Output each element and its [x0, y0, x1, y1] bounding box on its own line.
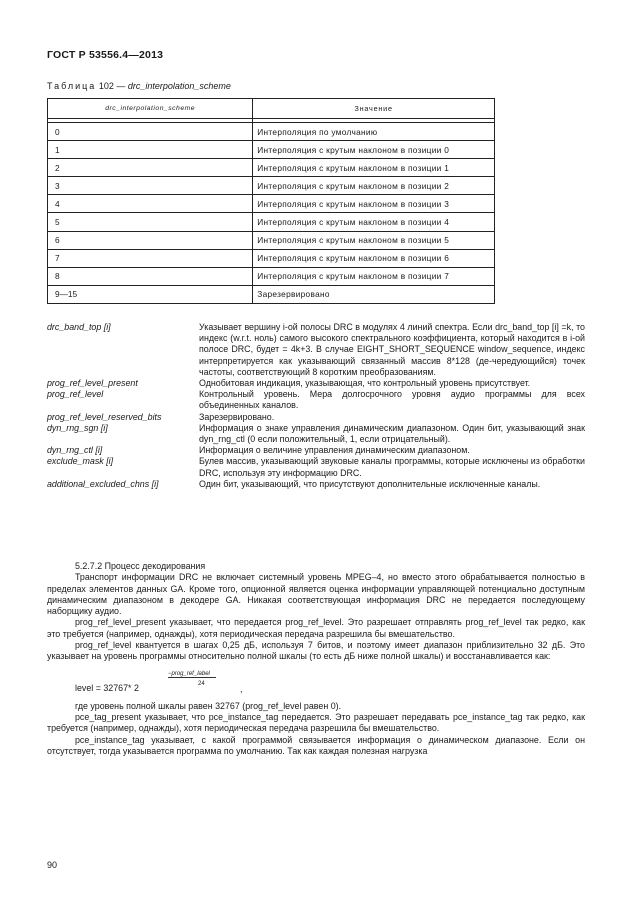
definition-term: exclude_mask [i]	[47, 456, 114, 467]
table-cell: Интерполяция с крутым наклоном в позиции 2	[253, 177, 495, 195]
definition-item	[47, 479, 585, 490]
definition-text: Один бит, указывающий, что присутствуют дополнительные исключенные каналы.	[199, 478, 541, 489]
definition-text: Булев массив, указывающий звуковые каналы программы, которые исключены из обработки DRC, используя эту информацию DRC.	[199, 456, 585, 478]
interpolation-table	[47, 98, 495, 304]
level-formula	[75, 667, 585, 701]
table-cell: 0	[48, 123, 253, 141]
standard-header: ГОСТ Р 53556.4—2013	[47, 49, 164, 61]
paragraph: pce_instance_tag указывает, с какой программой связывается информация о динамическом диапазоне. Если он отсутствует, тогда указывается программа по умолчанию. Так как каждая полезная нагрузка	[47, 734, 585, 756]
definition-text: Зарезервировано.	[199, 411, 275, 422]
table-cell: 6	[48, 231, 253, 249]
table-row	[48, 123, 495, 141]
table-row	[48, 285, 495, 303]
table-header-row	[48, 99, 495, 119]
table-cell: Интерполяция с крутым наклоном в позиции 6	[253, 249, 495, 267]
definition-item	[47, 412, 585, 423]
table-row	[48, 231, 495, 249]
caption-prefix: Таблица	[47, 81, 97, 91]
table-header-scheme: drc_interpolation_scheme	[48, 99, 253, 119]
definition-text: Информация о знаке управления динамическим диапазоном. Один бит, указывающий знак dyn_rng_ctl (0 если положительный, 1, если отрицательный).	[199, 422, 585, 445]
definition-item	[47, 389, 585, 411]
definition-list	[47, 322, 585, 490]
table-row	[48, 213, 495, 231]
caption-name: drc_interpolation_scheme	[127, 81, 231, 91]
definition-term: prog_ref_level_reserved_bits	[47, 411, 162, 422]
table-cell: Зарезервировано	[253, 285, 495, 303]
table-caption	[47, 81, 231, 91]
table-row	[48, 141, 495, 159]
definition-item	[47, 378, 585, 389]
definition-text: Информация о величине управления динамическим диапазоном.	[199, 445, 470, 456]
definition-term: prog_ref_level	[47, 389, 104, 400]
table-cell: Интерполяция с крутым наклоном в позиции 5	[253, 231, 495, 249]
definition-term: dyn_rng_ctl [i]	[47, 445, 103, 456]
definition-term: additional_excluded_chns [i]	[47, 478, 159, 489]
caption-number: 102 —	[98, 81, 126, 91]
table-cell: Интерполяция с крутым наклоном в позиции 7	[253, 267, 495, 285]
section-body	[47, 561, 585, 757]
table-row	[48, 159, 495, 177]
definition-item	[47, 322, 585, 378]
table-row	[48, 249, 495, 267]
table-header-value: Значение	[253, 99, 495, 119]
table-cell: 1	[48, 141, 253, 159]
definition-term: prog_ref_level_present	[47, 378, 138, 389]
table-cell: 5	[48, 213, 253, 231]
formula-lhs: level = 32767* 2	[75, 682, 139, 693]
definition-item	[47, 445, 585, 456]
table-cell: 4	[48, 195, 253, 213]
definition-term: drc_band_top [i]	[47, 322, 111, 332]
paragraph: где уровень полной шкалы равен 32767 (prog_ref_level равен 0).	[75, 700, 342, 711]
definition-text: Контрольный уровень. Мера долгосрочного уровня аудио программы для всех объединенных каналов.	[199, 389, 585, 411]
paragraph: prog_ref_level квантуется в шагах 0,25 дБ, используя 7 битов, и поэтому имеет диапазон приблизительно 32 дБ. Это указывает на уровень программы относительно полной шкалы (то есть дБ ниже полной шкалы) и восстанавливается как:	[47, 640, 585, 662]
table-cell: 9—15	[48, 285, 253, 303]
paragraph: Транспорт информации DRC не включает системный уровень MPEG–4, но вместо этого обрабатывается полностью в пределах элементов данных GA. Кроме того, опционной является оценка информации управляющей потенциально доступным динамическим диапазоном в декодере GA. Никакая соответствующая информация DRC не передается последующему наборщику аудио.	[47, 572, 585, 617]
table-cell: 2	[48, 159, 253, 177]
formula-exponent-numerator: −prog_ref_label	[168, 670, 210, 677]
definition-text: Указывает вершину i-ой полосы DRC в модулях 4 линий спектра. Если drc_band_top [i] =k, то индекс (w.r.t. ноль) самого высокого спектрального коэффициента, который находится в i-ой полосе DRC, будет = 4k+3. В случае EIGHT_SHORT_SEQUENCE window_sequence, индекс интерпретируется как указывающий связанный массив 8*128 (де-чередующийся) точек частоты, соответствующий 8 коротким преобразованиям.	[199, 322, 585, 377]
table-cell: 8	[48, 267, 253, 285]
definition-item	[47, 423, 585, 445]
paragraph: pce_tag_present указывает, что pce_instance_tag передается. Это разрешает передавать pce_instance_tag так редко, как требуется (например, однажды), хотя периодическая передача разрешила бы вмешательство.	[47, 711, 585, 734]
formula-comma: ,	[240, 683, 243, 694]
table-cell: Интерполяция с крутым наклоном в позиции 1	[253, 159, 495, 177]
definition-term: dyn_rng_sgn [i]	[47, 422, 108, 433]
formula-exponent-denominator: 24	[198, 680, 205, 687]
table-row	[48, 177, 495, 195]
table-cell: 3	[48, 177, 253, 195]
definition-text: Однобитовая индикация, указывающая, что контрольный уровень присутствует.	[199, 378, 531, 389]
table-cell: Интерполяция с крутым наклоном в позиции 3	[253, 195, 495, 213]
table-cell: Интерполяция по умолчанию	[253, 123, 495, 141]
definition-item	[47, 456, 585, 478]
table-cell: Интерполяция с крутым наклоном в позиции 0	[253, 141, 495, 159]
table-cell: 7	[48, 249, 253, 267]
paragraph: prog_ref_level_present указывает, что передается prog_ref_level. Это разрешает отправлять prog_ref_level так редко, как это требуется (например, однажды), хотя периодическая передача разрешила бы вмешательство.	[47, 617, 585, 639]
fraction-bar	[168, 677, 216, 678]
table-row	[48, 195, 495, 213]
table-row	[48, 267, 495, 285]
page-number: 90	[47, 860, 58, 870]
table-cell: Интерполяция с крутым наклоном в позиции 4	[253, 213, 495, 231]
section-heading: 5.2.7.2 Процесс декодирования	[75, 561, 206, 571]
